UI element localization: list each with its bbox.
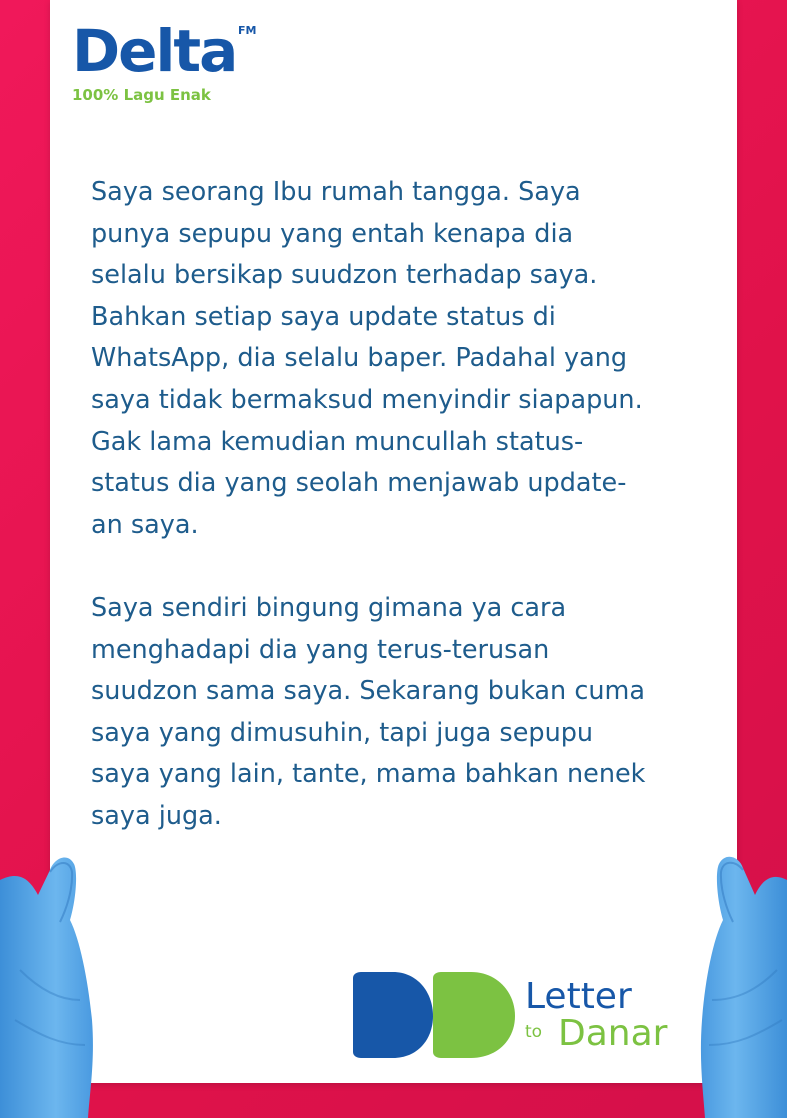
- brand-line1: Letter: [525, 976, 632, 1017]
- logo-name: Delta: [72, 17, 237, 85]
- logo-tagline: 100% Lagu Enak: [72, 86, 211, 104]
- letter-to-danar-brand: [353, 970, 693, 1060]
- logo-superscript: FM: [238, 24, 257, 37]
- letter-paragraph-1: Saya seorang Ibu rumah tangga. Saya punya sepupu yang entah kenapa dia selalu bersikap suudzon terhadap saya. Bahkan setiap saya update status di WhatsApp, dia selalu baper. Padahal yang saya tidak bermaksud menyindir siapapun. Gak lama kemudian muncullah status- status dia yang seolah menjawab update- an saya.: [91, 177, 643, 540]
- right-glove-hand-icon: [697, 850, 787, 1118]
- letter-to-danar-logo-icon: [353, 970, 518, 1060]
- letter-paragraph-2: Saya sendiri bingung gimana ya cara menghadapi dia yang terus-terusan suudzon sama saya. Sekarang bukan cuma saya yang dimusuhin, tapi juga sepupu saya yang lain, tante, mama bahkan nenek saya juga.: [91, 592, 646, 831]
- letter-body: [91, 172, 701, 838]
- left-glove-hand-icon: [0, 850, 110, 1118]
- delta-fm-logo: [72, 17, 257, 104]
- brand-line2-small: to: [525, 1022, 543, 1042]
- brand-wordmark: [525, 976, 668, 1054]
- brand-line2: Danar: [558, 1013, 668, 1054]
